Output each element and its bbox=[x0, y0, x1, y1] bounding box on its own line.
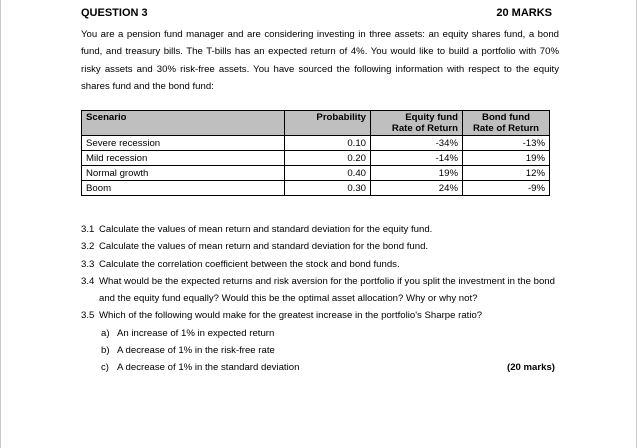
header-equity-line2: Rate of Return bbox=[391, 123, 458, 134]
cell-scenario: Normal growth bbox=[82, 166, 285, 181]
sub-option bbox=[81, 325, 561, 342]
cell-probability: 0.30 bbox=[285, 181, 371, 196]
question-item bbox=[81, 273, 561, 308]
header-equity bbox=[371, 111, 463, 136]
question-text: Calculate the correlation coefficient between the stock and bond funds. bbox=[99, 258, 400, 270]
question-number: 3.5 bbox=[81, 310, 95, 322]
cell-equity-return: 24% bbox=[371, 181, 463, 196]
question-item bbox=[81, 307, 561, 324]
cell-bond-return: 19% bbox=[463, 151, 550, 166]
question-item bbox=[81, 256, 561, 273]
header-bond-line2: Rate of Return bbox=[472, 123, 540, 134]
sub-option-label: b) bbox=[101, 345, 110, 357]
cell-equity-return: -34% bbox=[371, 136, 463, 151]
cell-bond-return: 12% bbox=[463, 166, 550, 181]
cell-probability: 0.40 bbox=[285, 166, 371, 181]
sub-option-text: A decrease of 1% in the risk-free rate bbox=[117, 345, 275, 357]
cell-scenario: Boom bbox=[82, 181, 285, 196]
table-row bbox=[82, 151, 550, 166]
cell-scenario: Severe recession bbox=[82, 136, 285, 151]
sub-option-text: A decrease of 1% in the standard deviation bbox=[117, 362, 300, 374]
question-item bbox=[81, 221, 561, 238]
cell-equity-return: -14% bbox=[371, 151, 463, 166]
sub-option bbox=[81, 342, 561, 359]
intro-paragraph: You are a pension fund manager and are considering investing in three assets: an equity shares fund, a bond fund, and treasury bills. The T-bills has an expected return of 4%. You would like to build a portfolio with 70% risky assets and 30% risk-free assets. You have sourced the following information with respect to the equity shares fund and the bond fund: bbox=[81, 29, 559, 92]
cell-bond-return: -9% bbox=[463, 181, 550, 196]
returns-table bbox=[81, 110, 550, 196]
cell-probability: 0.20 bbox=[285, 151, 371, 166]
question-number: 3.4 bbox=[81, 275, 95, 287]
question-marks: 20 MARKS bbox=[496, 7, 552, 19]
sub-option-text: An increase of 1% in expected return bbox=[117, 327, 275, 339]
table-row bbox=[82, 166, 550, 181]
header-scenario: Scenario bbox=[82, 111, 285, 136]
table-row bbox=[82, 136, 550, 151]
question-list bbox=[81, 221, 561, 377]
question-header bbox=[81, 7, 552, 21]
question-text: Calculate the values of mean return and standard deviation for the equity fund. bbox=[99, 224, 433, 235]
header-probability: Probability bbox=[285, 111, 371, 136]
sub-option bbox=[81, 359, 561, 376]
question-number: 3.1 bbox=[81, 224, 95, 235]
table-header-row bbox=[82, 111, 550, 136]
header-bond bbox=[463, 111, 550, 136]
table-row bbox=[82, 181, 550, 196]
question-text: Calculate the values of mean return and standard deviation for the bond fund. bbox=[99, 241, 429, 253]
question-text: What would be the expected returns and risk aversion for the portfolio if you split the investment in the bond and the equity fund equally? Would this be the optimal asset allocation? Why or why not? bbox=[99, 275, 555, 305]
question-number: 3.3 bbox=[81, 258, 95, 270]
header-equity-line1: Equity fund bbox=[405, 112, 458, 123]
cell-probability: 0.10 bbox=[285, 136, 371, 151]
cell-bond-return: -13% bbox=[463, 136, 550, 151]
header-bond-line1: Bond fund bbox=[482, 112, 530, 123]
question-number: 3.2 bbox=[81, 241, 95, 253]
sub-option-label: c) bbox=[101, 362, 109, 374]
cell-scenario: Mild recession bbox=[82, 151, 285, 166]
sub-option-label: a) bbox=[101, 327, 110, 339]
question-title: QUESTION 3 bbox=[81, 7, 148, 19]
cell-equity-return: 19% bbox=[371, 166, 463, 181]
question-item bbox=[81, 238, 561, 255]
total-marks: (20 marks) bbox=[507, 362, 555, 374]
question-text: Which of the following would make for the greatest increase in the portfolio's Sharpe ratio? bbox=[99, 310, 483, 322]
